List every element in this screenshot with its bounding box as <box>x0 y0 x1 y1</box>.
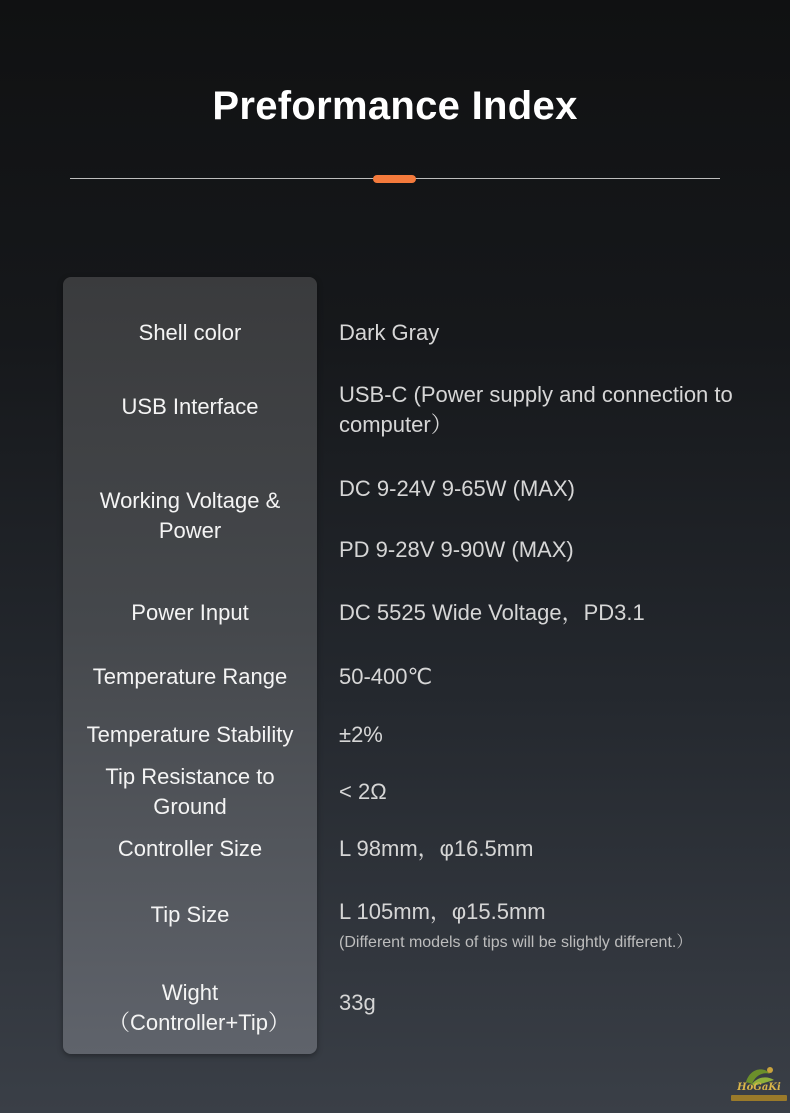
spec-label-shell-color: Shell color <box>138 320 242 345</box>
spec-label-working-voltage: Working Voltage & Power <box>99 488 281 543</box>
brand-logo-text: HoGaKi <box>737 1082 781 1093</box>
spec-value-temperature-range: 50-400℃ <box>339 664 433 689</box>
page-title: Preformance Index <box>212 84 578 128</box>
spec-label-temperature-range: Temperature Range <box>92 664 288 689</box>
spec-label-temperature-stability: Temperature Stability <box>86 722 294 747</box>
spec-value-temperature-stability: ±2% <box>339 722 383 747</box>
spec-label-usb-interface: USB Interface <box>121 394 259 419</box>
spec-value-dc-power: DC 9-24V 9-65W (MAX) <box>339 476 575 501</box>
spec-value-pd-power: PD 9-28V 9-90W (MAX) <box>339 537 574 562</box>
divider-accent <box>373 175 416 183</box>
spec-value-usb-interface: USB-C (Power supply and connection to computer） <box>339 382 733 437</box>
spec-value-tip-size: L 105mm，φ15.5mm <box>339 899 546 924</box>
spec-note-tip-size: (Different models of tips will be slightly different.） <box>339 934 693 951</box>
spec-label-weight: Wight （Controller+Tip） <box>108 980 290 1035</box>
spec-label-tip-size: Tip Size <box>150 902 230 927</box>
spec-value-weight: 33g <box>339 990 376 1015</box>
spec-value-tip-resistance: < 2Ω <box>339 779 387 804</box>
spec-label-tip-resistance: Tip Resistance to Ground <box>105 764 275 819</box>
spec-value-controller-size: L 98mm，φ16.5mm <box>339 836 534 861</box>
brand-logo-bar <box>731 1095 787 1101</box>
spec-label-controller-size: Controller Size <box>117 836 263 861</box>
spec-value-power-input: DC 5525 Wide Voltage，PD3.1 <box>339 600 645 625</box>
spec-value-shell-color: Dark Gray <box>339 320 440 345</box>
spec-label-power-input: Power Input <box>131 600 249 625</box>
